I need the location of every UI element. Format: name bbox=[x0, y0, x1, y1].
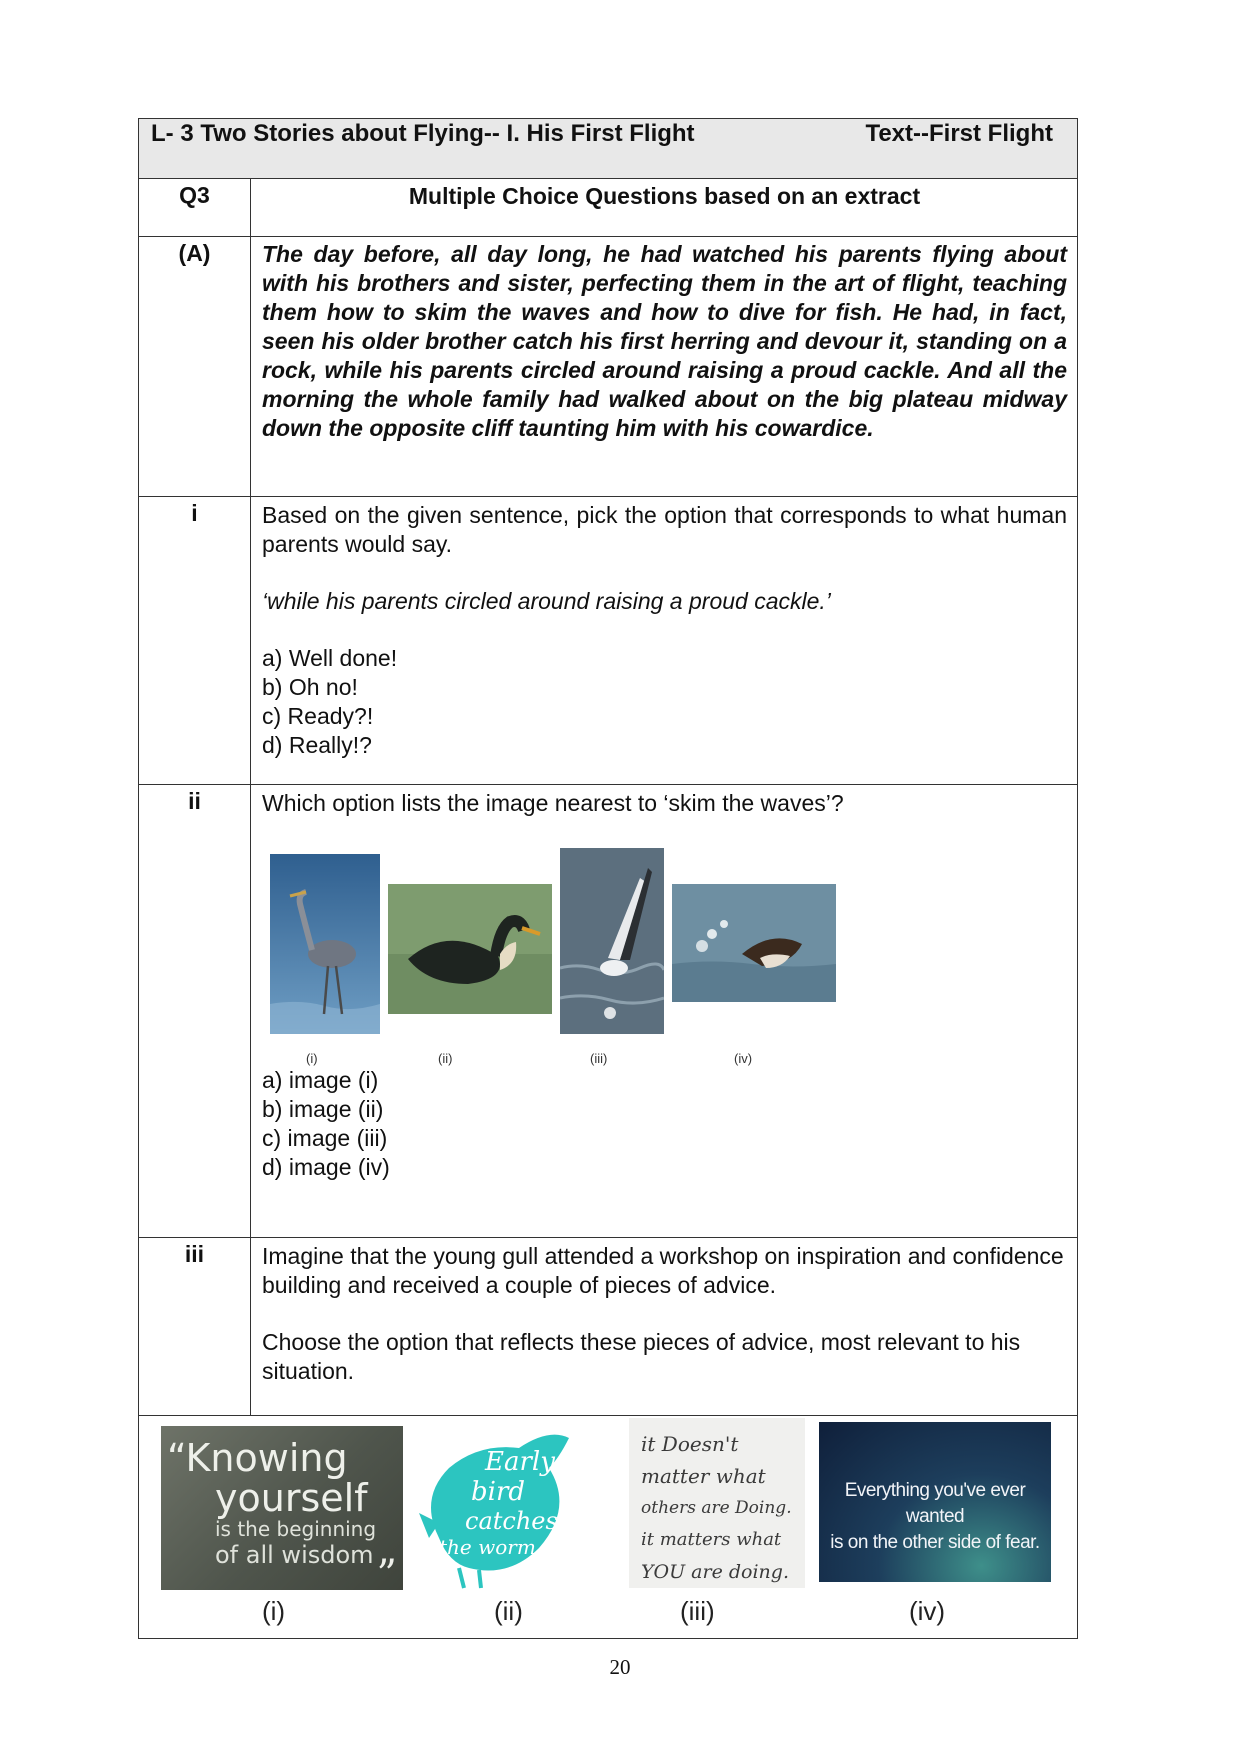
option-c: c) image (iii) bbox=[262, 1125, 388, 1151]
question-row-iii bbox=[139, 1237, 1077, 1415]
question-prompt-i: Based on the given sentence, pick the option that corresponds to what human parents would say. bbox=[262, 502, 1067, 557]
lesson-title: L- 3 Two Stories about Flying-- I. His First Flight bbox=[151, 120, 695, 147]
advice-caption-iv: (iv) bbox=[909, 1596, 946, 1626]
question-quote-i: ‘while his parents circled around raising a proud cackle.’ bbox=[262, 588, 831, 614]
early-bird-line-1: the bbox=[497, 1423, 534, 1448]
quote-line-1: “Knowing bbox=[167, 1436, 348, 1480]
advice-caption-i: (i) bbox=[262, 1596, 286, 1626]
image-caption-iv: (iv) bbox=[734, 1051, 753, 1066]
early-bird-line-3: bird bbox=[471, 1477, 526, 1507]
extract-row bbox=[139, 236, 1077, 496]
early-bird-line-5: the worm bbox=[439, 1535, 536, 1559]
advice-caption-iii: (iii) bbox=[680, 1596, 715, 1626]
quote-line-3: is the beginning bbox=[215, 1517, 377, 1541]
option-a: a) image (i) bbox=[262, 1067, 379, 1093]
quote-line-2: yourself bbox=[215, 1476, 368, 1520]
option-d: d) image (iv) bbox=[262, 1154, 390, 1180]
bird-image-strip bbox=[260, 848, 1067, 1070]
question-body-i bbox=[251, 497, 1077, 784]
it-doesnt-matter-image bbox=[629, 1418, 805, 1588]
matter-line-1: it Doesn't bbox=[641, 1432, 739, 1456]
question-label-iii: iii bbox=[139, 1238, 251, 1415]
option-a: a) Well done! bbox=[262, 645, 398, 671]
extract-label: (A) bbox=[139, 237, 251, 496]
quote-line-4: of all wisdom bbox=[215, 1541, 374, 1569]
cormorant-photo bbox=[388, 884, 552, 1014]
fear-line-2: is on the other side of fear. bbox=[830, 1532, 1040, 1553]
question-row-i bbox=[139, 496, 1077, 784]
image-caption-iii: (iii) bbox=[590, 1051, 608, 1066]
matter-line-4: it matters what bbox=[641, 1529, 782, 1550]
question-prompt-ii: Which option lists the image nearest to ‘skim the waves’? bbox=[262, 790, 844, 816]
image-caption-ii: (ii) bbox=[438, 1051, 453, 1066]
gull-photo bbox=[560, 848, 664, 1034]
title-bar bbox=[139, 119, 1077, 178]
quote-close-mark: ” bbox=[376, 1552, 397, 1590]
question-number: Q3 bbox=[139, 179, 251, 236]
early-bird-line-4: catches bbox=[465, 1507, 558, 1535]
section-header-row bbox=[139, 178, 1077, 236]
question-body-ii bbox=[251, 785, 1077, 1237]
matter-line-5: YOU are doing. bbox=[641, 1561, 789, 1583]
fear-line-1: Everything you've ever wanted bbox=[844, 1480, 1026, 1527]
matter-line-3: others are Doing. bbox=[641, 1498, 792, 1518]
early-bird-image bbox=[409, 1418, 589, 1590]
question-body-iii bbox=[251, 1238, 1077, 1415]
text-title: Text--First Flight bbox=[865, 120, 1053, 147]
question-prompt-iii-2: Choose the option that reflects these pieces of advice, most relevant to his situation. bbox=[262, 1329, 1021, 1384]
section-title: Multiple Choice Questions based on an extract bbox=[408, 183, 921, 209]
question-row-ii bbox=[139, 784, 1077, 1237]
diving-bird-photo bbox=[672, 884, 836, 1002]
advice-caption-ii: (ii) bbox=[494, 1596, 523, 1626]
early-bird-line-2: Early bbox=[485, 1447, 555, 1477]
worksheet-table bbox=[138, 118, 1078, 1639]
extract-text: The day before, all day long, he had watched his parents flying about with his brothers and sister, perfecting them in the art of flight, teaching them how to skim the waves and how to dive for fish. He had, in fact, seen his older brother catch his first herring and devour it, standing on a rock, while his parents circled around raising a proud cackle. And all the morning the whole family had walked about on the big plateau midway down the opposite cliff taunting him with his cowardice. bbox=[262, 241, 1067, 441]
knowing-yourself-image bbox=[161, 1426, 403, 1590]
image-caption-i: (i) bbox=[306, 1051, 318, 1066]
option-b: b) Oh no! bbox=[262, 674, 358, 700]
fear-quote-image bbox=[819, 1422, 1051, 1582]
option-c: c) Ready?! bbox=[262, 703, 374, 729]
matter-line-2: matter what bbox=[641, 1464, 766, 1488]
advice-image-gallery bbox=[139, 1415, 1077, 1638]
option-d: d) Really!? bbox=[262, 732, 372, 758]
question-prompt-iii: Imagine that the young gull attended a workshop on inspiration and confidence building and received a couple of pieces of advice. bbox=[262, 1243, 1064, 1298]
heron-photo bbox=[270, 854, 380, 1034]
question-label-ii: ii bbox=[139, 785, 251, 1237]
question-label-i: i bbox=[139, 497, 251, 784]
page-number: 20 bbox=[609, 1655, 631, 1679]
option-b: b) image (ii) bbox=[262, 1096, 384, 1122]
